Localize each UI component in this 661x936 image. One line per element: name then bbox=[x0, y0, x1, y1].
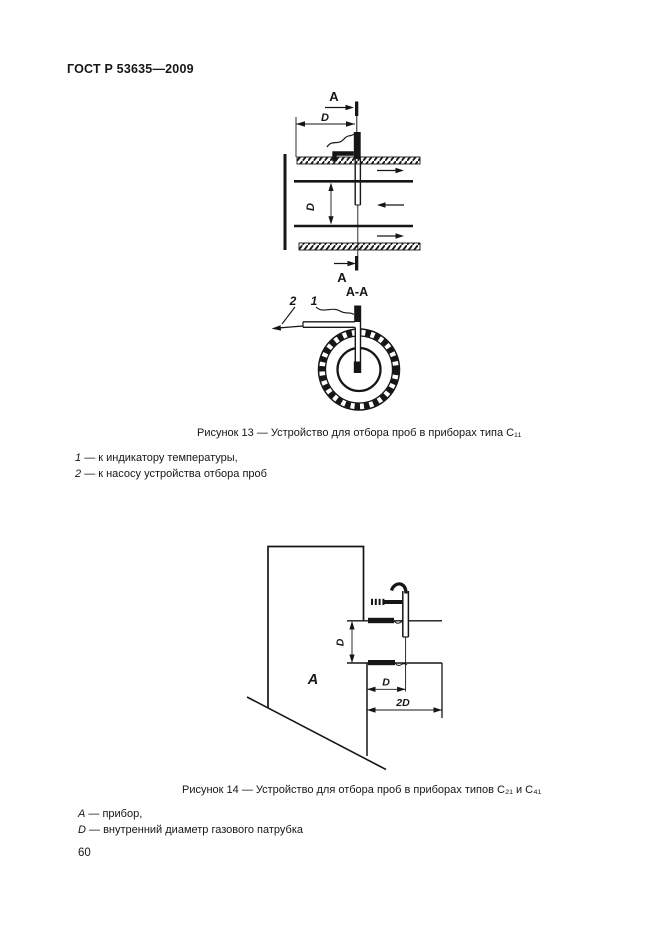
dim-label-d: D bbox=[321, 112, 329, 124]
dimension-vertical-d bbox=[305, 183, 334, 225]
threaded-joint-dashes bbox=[371, 599, 384, 605]
legend-desc: — к индикатору температуры, bbox=[84, 452, 238, 464]
page-number: 60 bbox=[78, 847, 91, 859]
page-header: ГОСТ Р 53635—2009 bbox=[67, 62, 194, 76]
legend-term: 2 bbox=[75, 467, 82, 480]
section-marker-bottom bbox=[334, 256, 358, 285]
legend-desc: — к насосу устройства отбора проб bbox=[84, 467, 267, 480]
section-label-bottom: А bbox=[337, 270, 347, 285]
gas-pipe-section bbox=[347, 618, 442, 718]
dim-label-d-vertical: D bbox=[305, 203, 317, 211]
dimension-d bbox=[367, 677, 406, 693]
figure14-drawing bbox=[240, 535, 475, 780]
figure13-legend bbox=[75, 451, 267, 482]
section-view-a-a bbox=[272, 285, 400, 410]
figure13-drawing bbox=[260, 88, 460, 418]
leader-squiggle bbox=[327, 134, 354, 147]
callout-1-label: 1 bbox=[310, 294, 318, 308]
legend-desc: — внутренний диаметр газового патрубка bbox=[89, 823, 304, 836]
dimension-2d bbox=[367, 697, 442, 713]
legend-term: 1 bbox=[75, 452, 82, 464]
section-view-title: А-А bbox=[345, 285, 369, 299]
outer-wall-bottom-hatched bbox=[299, 243, 420, 250]
legend-item bbox=[78, 807, 303, 823]
legend-desc: — прибор, bbox=[88, 808, 143, 820]
dim-label-d-vertical: D bbox=[334, 638, 347, 647]
legend-item bbox=[75, 451, 267, 467]
probe-sensor-tip bbox=[354, 362, 361, 374]
dim-label-d: D bbox=[382, 676, 390, 689]
legend-term: А bbox=[78, 808, 86, 820]
figure14-caption: Рисунок 14 — Устройство для отбора проб в приборах типов С₂₁ и С₄₁ bbox=[182, 784, 542, 796]
flow-arrows bbox=[377, 168, 404, 239]
legend-item bbox=[75, 467, 267, 483]
legend-term: D bbox=[78, 823, 86, 836]
legend-item bbox=[78, 823, 303, 839]
dim-label-2d: 2D bbox=[396, 697, 410, 709]
callout-2-label: 2 bbox=[289, 294, 297, 308]
figure14-legend bbox=[78, 807, 303, 838]
appliance-outline bbox=[247, 547, 386, 770]
device-label-a: А bbox=[307, 672, 319, 688]
break-line bbox=[247, 697, 386, 770]
sampling-probe bbox=[335, 132, 361, 256]
left-wall bbox=[284, 154, 287, 250]
outer-wall-top-hatched bbox=[297, 157, 420, 164]
dimension-vertical-d bbox=[335, 621, 355, 663]
sampling-tube bbox=[371, 584, 408, 692]
section-marker-top bbox=[325, 89, 358, 133]
section-label-top: А bbox=[329, 89, 339, 104]
dimension-horizontal-d bbox=[296, 112, 355, 157]
figure13-caption: Рисунок 13 — Устройство для отбора проб в приборах типа С₁₁ bbox=[197, 427, 522, 439]
